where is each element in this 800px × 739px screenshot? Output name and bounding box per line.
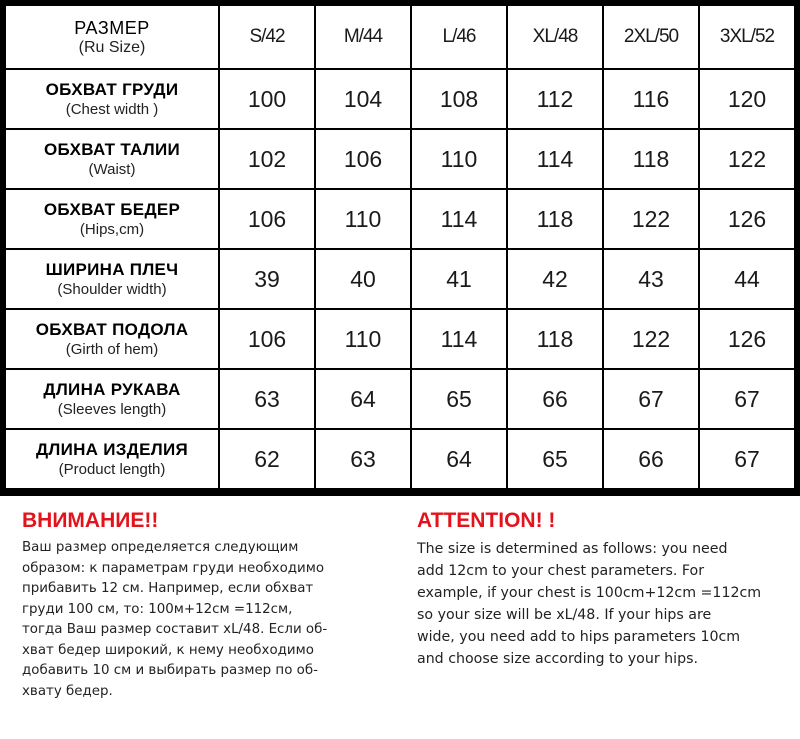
size-col-header: 2XL/50 bbox=[603, 5, 699, 69]
measurement-cell: 122 bbox=[603, 309, 699, 369]
measurement-cell: 114 bbox=[411, 189, 507, 249]
size-col-header: 3XL/52 bbox=[699, 5, 795, 69]
measurement-cell: 108 bbox=[411, 69, 507, 129]
size-col-header: M/44 bbox=[315, 5, 411, 69]
header-label-en: (Ru Size) bbox=[78, 38, 146, 56]
row-label-ru: ДЛИНА РУКАВА bbox=[43, 379, 181, 399]
measurement-cell: 40 bbox=[315, 249, 411, 309]
measurement-cell: 102 bbox=[219, 129, 315, 189]
note-ru-body: Ваш размер определяется следующим образом: к параметрам груди необходимо прибавить 12 см. Например, если обхват груди 100 см, то: 100м+12см =112см, тогда Ваш размер составит xL/48. Если об- хват бедер широкий, к нему необходимо добавить 10 см и выбирать размер по об- хвату бедер. bbox=[22, 540, 328, 699]
measurement-cell: 66 bbox=[603, 429, 699, 489]
note-en-title: ATTENTION! ! bbox=[417, 509, 556, 532]
row-label-cell bbox=[5, 69, 219, 129]
measurement-cell: 39 bbox=[219, 249, 315, 309]
note-en bbox=[417, 508, 797, 670]
header-label-cell bbox=[5, 5, 219, 69]
measurement-cell: 110 bbox=[411, 129, 507, 189]
row-label-cell bbox=[5, 309, 219, 369]
measurement-cell: 65 bbox=[411, 369, 507, 429]
row-label-ru: ОБХВАТ ГРУДИ bbox=[45, 79, 179, 99]
measurement-cell: 63 bbox=[315, 429, 411, 489]
measurement-cell: 118 bbox=[507, 309, 603, 369]
row-label-en: (Chest width ) bbox=[65, 100, 159, 118]
measurement-cell: 64 bbox=[315, 369, 411, 429]
measurement-cell: 104 bbox=[315, 69, 411, 129]
measurement-cell: 67 bbox=[699, 369, 795, 429]
size-chart-table bbox=[4, 4, 796, 490]
row-label-en: (Sleeves length) bbox=[57, 400, 167, 418]
measurement-cell: 106 bbox=[219, 189, 315, 249]
measurement-cell: 106 bbox=[315, 129, 411, 189]
row-label-cell bbox=[5, 189, 219, 249]
note-ru bbox=[22, 508, 407, 702]
measurement-cell: 116 bbox=[603, 69, 699, 129]
row-label-ru: ОБХВАТ ТАЛИИ bbox=[43, 139, 181, 159]
row-label-ru: ОБХВАТ БЕДЕР bbox=[43, 199, 181, 219]
row-label-cell bbox=[5, 249, 219, 309]
measurement-cell: 67 bbox=[699, 429, 795, 489]
measurement-cell: 41 bbox=[411, 249, 507, 309]
measurement-cell: 65 bbox=[507, 429, 603, 489]
measurement-cell: 63 bbox=[219, 369, 315, 429]
measurement-cell: 126 bbox=[699, 309, 795, 369]
measurement-cell: 118 bbox=[603, 129, 699, 189]
measurement-cell: 44 bbox=[699, 249, 795, 309]
measurement-cell: 118 bbox=[507, 189, 603, 249]
table-row bbox=[5, 69, 795, 129]
measurement-cell: 64 bbox=[411, 429, 507, 489]
row-label-cell bbox=[5, 429, 219, 489]
table-row bbox=[5, 369, 795, 429]
row-label-en: (Hips,cm) bbox=[79, 220, 145, 238]
note-ru-title: ВНИМАНИЕ!! bbox=[22, 509, 159, 532]
measurement-cell: 114 bbox=[507, 129, 603, 189]
row-label-en: (Girth of hem) bbox=[65, 340, 159, 358]
measurement-cell: 43 bbox=[603, 249, 699, 309]
row-label-cell bbox=[5, 369, 219, 429]
size-col-header: XL/48 bbox=[507, 5, 603, 69]
measurement-cell: 110 bbox=[315, 309, 411, 369]
note-en-body: The size is determined as follows: you need add 12cm to your chest parameters. For example, if your chest is 100cm+12cm =112cm so your size will be xL/48. If your hips are wide, you need add to hips parameters 10cm and choose size according to your hips. bbox=[417, 541, 762, 667]
measurement-cell: 66 bbox=[507, 369, 603, 429]
measurement-cell: 67 bbox=[603, 369, 699, 429]
measurement-cell: 122 bbox=[603, 189, 699, 249]
notes-section bbox=[0, 508, 800, 739]
measurement-cell: 126 bbox=[699, 189, 795, 249]
measurement-cell: 106 bbox=[219, 309, 315, 369]
row-label-ru: ШИРИНА ПЛЕЧ bbox=[45, 259, 179, 279]
measurement-cell: 112 bbox=[507, 69, 603, 129]
row-label-cell bbox=[5, 129, 219, 189]
row-label-en: (Shoulder width) bbox=[57, 280, 167, 298]
table-row bbox=[5, 429, 795, 489]
row-label-en: (Product length) bbox=[58, 460, 166, 478]
measurement-cell: 110 bbox=[315, 189, 411, 249]
size-col-header: L/46 bbox=[411, 5, 507, 69]
row-label-en: (Waist) bbox=[88, 160, 136, 178]
table-row bbox=[5, 189, 795, 249]
measurement-cell: 42 bbox=[507, 249, 603, 309]
size-header-row bbox=[5, 5, 795, 69]
row-label-ru: ОБХВАТ ПОДОЛА bbox=[35, 319, 189, 339]
row-label-ru: ДЛИНА ИЗДЕЛИЯ bbox=[35, 439, 189, 459]
measurement-cell: 122 bbox=[699, 129, 795, 189]
measurement-cell: 114 bbox=[411, 309, 507, 369]
measurement-cell: 100 bbox=[219, 69, 315, 129]
header-label-ru: РАЗМЕР bbox=[74, 17, 150, 38]
measurement-cell: 120 bbox=[699, 69, 795, 129]
table-row bbox=[5, 129, 795, 189]
table-row bbox=[5, 249, 795, 309]
table-row bbox=[5, 309, 795, 369]
size-col-header: S/42 bbox=[219, 5, 315, 69]
measurement-cell: 62 bbox=[219, 429, 315, 489]
